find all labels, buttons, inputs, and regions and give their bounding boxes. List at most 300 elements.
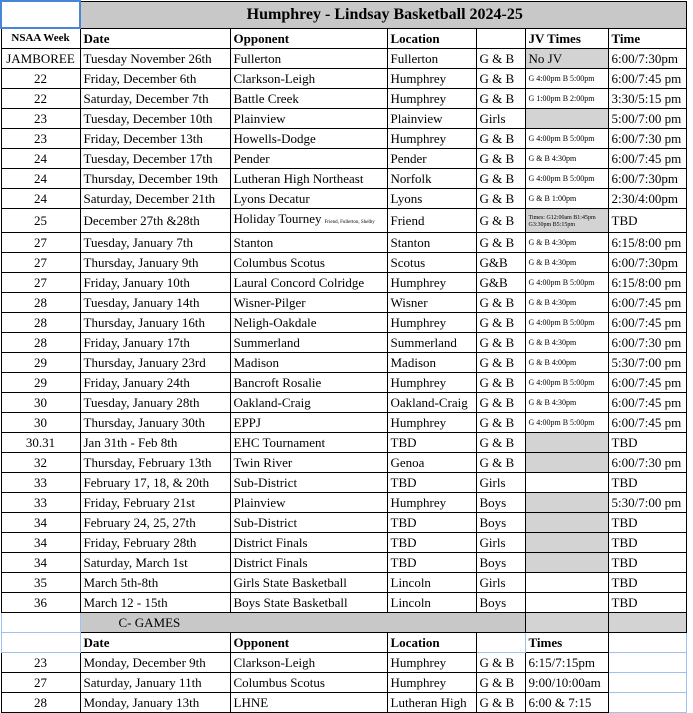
location-cell[interactable]: Lincoln: [387, 593, 476, 613]
c-time-cell[interactable]: 6:00 & 7:15: [525, 693, 608, 713]
week-cell[interactable]: 32: [1, 453, 80, 473]
jv-time-cell[interactable]: G 1:00pm B 2:00pm: [525, 89, 608, 109]
location-cell[interactable]: Friend: [387, 209, 476, 233]
location-cell[interactable]: Humphrey: [387, 413, 476, 433]
teams-cell[interactable]: G & B: [476, 653, 525, 673]
location-cell[interactable]: Humphrey: [387, 373, 476, 393]
teams-cell[interactable]: Girls: [476, 473, 525, 493]
week-cell[interactable]: 28: [1, 293, 80, 313]
date-cell[interactable]: Thursday, January 9th: [80, 253, 230, 273]
date-cell[interactable]: Tuesday, December 10th: [80, 109, 230, 129]
teams-cell[interactable]: Boys: [476, 493, 525, 513]
time-cell[interactable]: 6:00/7:45 pm: [608, 373, 686, 393]
opponent-cell[interactable]: [230, 573, 387, 593]
week-cell[interactable]: 22: [1, 69, 80, 89]
game-row: [1, 129, 686, 149]
jv-time-cell[interactable]: G & B 4:00pm: [525, 353, 608, 373]
time-cell[interactable]: 2:30/4:00pm: [608, 189, 686, 209]
date-cell[interactable]: Saturday, December 21th: [80, 189, 230, 209]
jv-time-cell[interactable]: G & B 4:30pm: [525, 149, 608, 169]
game-row: [1, 433, 686, 453]
time-cell[interactable]: 6:00/7:45 pm: [608, 393, 686, 413]
opponent-cell[interactable]: [230, 593, 387, 613]
jv-time-cell[interactable]: G & B 4:30pm: [525, 333, 608, 353]
teams-cell[interactable]: G & B: [476, 169, 525, 189]
week-cell[interactable]: 34: [1, 513, 80, 533]
location-cell[interactable]: TBD: [387, 533, 476, 553]
teams-cell[interactable]: Girls: [476, 109, 525, 129]
jv-time-cell[interactable]: G & B 4:30pm: [525, 253, 608, 273]
opponent-name: Sub-District: [233, 515, 298, 530]
time-cell[interactable]: TBD: [608, 433, 686, 453]
time-cell[interactable]: TBD: [608, 573, 686, 593]
time-cell[interactable]: TBD: [608, 533, 686, 553]
blank-cell[interactable]: [608, 653, 686, 673]
blank-cell[interactable]: [1, 613, 80, 633]
game-row: [1, 169, 686, 189]
opponent-cell[interactable]: [230, 533, 387, 553]
date-cell[interactable]: Friday, January 10th: [80, 273, 230, 293]
teams-cell[interactable]: G & B: [476, 673, 525, 693]
week-cell[interactable]: 23: [1, 653, 80, 673]
opponent-cell[interactable]: [230, 149, 387, 169]
location-cell[interactable]: Genoa: [387, 453, 476, 473]
week-cell[interactable]: 25: [1, 209, 80, 233]
date-cell[interactable]: Tuesday, January 28th: [80, 393, 230, 413]
blank-cell[interactable]: [608, 673, 686, 693]
game-row: [1, 69, 686, 89]
time-cell[interactable]: 6:00/7:30 pm: [608, 453, 686, 473]
header-location[interactable]: Location: [387, 28, 476, 49]
week-cell[interactable]: 36: [1, 593, 80, 613]
jv-time-cell[interactable]: [525, 209, 608, 233]
date-cell[interactable]: Tuesday November 26th: [80, 49, 230, 69]
jv-time-cell[interactable]: [525, 593, 608, 613]
teams-cell[interactable]: G&B: [476, 273, 525, 293]
opponent-name: Oakland-Craig: [233, 395, 311, 410]
teams-cell[interactable]: G & B: [476, 353, 525, 373]
location-cell[interactable]: Lutheran High: [387, 693, 476, 713]
time-cell[interactable]: 3:30/5:15 pm: [608, 89, 686, 109]
date-cell[interactable]: Thursday, February 13th: [80, 453, 230, 473]
date-cell[interactable]: Tuesday, December 17th: [80, 149, 230, 169]
c-games-label[interactable]: C- GAMES: [80, 613, 525, 633]
jv-time-cell[interactable]: G & B 4:30pm: [525, 293, 608, 313]
opponent-cell[interactable]: [230, 109, 387, 129]
time-cell[interactable]: 6:00/7:45 pm: [608, 413, 686, 433]
game-row: [1, 573, 686, 593]
opponent-name: Madison: [233, 355, 279, 370]
game-row: [1, 593, 686, 613]
time-cell[interactable]: 6:00/7:45 pm: [608, 149, 686, 169]
jv-time-cell[interactable]: [525, 433, 608, 453]
game-row: [1, 493, 686, 513]
teams-cell[interactable]: G & B: [476, 149, 525, 169]
location-cell[interactable]: TBD: [387, 433, 476, 453]
opponent-cell[interactable]: Clarkson-Leigh: [230, 653, 387, 673]
location-cell[interactable]: Humphrey: [387, 653, 476, 673]
game-row: [1, 273, 686, 293]
jv-time-text: Times: G12:00am B1:45pm G3:30pm B5:15pm: [528, 214, 596, 228]
location-cell[interactable]: Plainview: [387, 109, 476, 129]
selected-cell[interactable]: [1, 1, 80, 28]
opponent-name: Bancroft Rosalie: [233, 375, 322, 390]
time-cell[interactable]: 6:00/7:30pm: [608, 253, 686, 273]
opponent-cell[interactable]: [230, 169, 387, 189]
opponent-name: Twin River: [233, 455, 293, 470]
teams-cell[interactable]: Boys: [476, 553, 525, 573]
teams-cell[interactable]: G & B: [476, 413, 525, 433]
location-cell[interactable]: TBD: [387, 513, 476, 533]
week-cell[interactable]: 24: [1, 149, 80, 169]
time-cell[interactable]: TBD: [608, 553, 686, 573]
week-cell[interactable]: 30: [1, 393, 80, 413]
time-cell[interactable]: TBD: [608, 593, 686, 613]
jv-time-cell[interactable]: G & B 1:00pm: [525, 189, 608, 209]
time-cell[interactable]: 5:30/7:00 pm: [608, 493, 686, 513]
header-row: [1, 28, 686, 49]
opponent-cell[interactable]: [230, 313, 387, 333]
c-header-opponent[interactable]: Opponent: [230, 633, 387, 653]
time-cell[interactable]: 6:00/7:30 pm: [608, 129, 686, 149]
opponent-cell[interactable]: [230, 233, 387, 253]
game-row: [1, 189, 686, 209]
week-cell[interactable]: 35: [1, 573, 80, 593]
location-cell[interactable]: Wisner: [387, 293, 476, 313]
game-row: [1, 109, 686, 129]
game-row: [1, 333, 686, 353]
teams-cell[interactable]: G & B: [476, 693, 525, 713]
opponent-name: District Finals: [233, 535, 308, 550]
game-row: [1, 253, 686, 273]
time-cell[interactable]: 6:00/7:45 pm: [608, 313, 686, 333]
opponent-name: Lyons Decatur: [233, 191, 310, 206]
sheet-title: Humphrey - Lindsay Basketball 2024-25: [80, 1, 686, 28]
time-cell[interactable]: 5:00/7:00 pm: [608, 109, 686, 129]
opponent-name: Fullerton: [233, 51, 282, 66]
game-row: [1, 353, 686, 373]
c-header-location[interactable]: Location: [387, 633, 476, 653]
opponent-name: Pender: [233, 151, 270, 166]
location-cell[interactable]: Summerland: [387, 333, 476, 353]
teams-cell[interactable]: G & B: [476, 433, 525, 453]
opponent-cell[interactable]: [230, 473, 387, 493]
week-cell[interactable]: 27: [1, 253, 80, 273]
time-cell[interactable]: 6:00/7:30pm: [608, 49, 686, 69]
week-cell[interactable]: 27: [1, 273, 80, 293]
time-cell[interactable]: 6:00/7:45 pm: [608, 293, 686, 313]
opponent-cell[interactable]: [230, 209, 387, 233]
game-row: [1, 473, 686, 493]
teams-cell[interactable]: G & B: [476, 333, 525, 353]
week-cell[interactable]: 29: [1, 373, 80, 393]
opponent-cell[interactable]: [230, 413, 387, 433]
location-cell[interactable]: Humphrey: [387, 273, 476, 293]
opponent-cell[interactable]: [230, 553, 387, 573]
location-cell[interactable]: Humphrey: [387, 673, 476, 693]
teams-cell[interactable]: Boys: [476, 513, 525, 533]
date-cell[interactable]: Monday, December 9th: [80, 653, 230, 673]
jv-time-cell[interactable]: [525, 553, 608, 573]
location-cell[interactable]: Humphrey: [387, 69, 476, 89]
opponent-cell[interactable]: [230, 493, 387, 513]
jv-time-cell[interactable]: G & B 4:30pm: [525, 393, 608, 413]
jv-time-cell[interactable]: G 4:00pm B 5:00pm: [525, 373, 608, 393]
game-row: [1, 209, 686, 233]
time-cell[interactable]: 5:30/7:00 pm: [608, 353, 686, 373]
date-cell[interactable]: Saturday, January 11th: [80, 673, 230, 693]
week-cell[interactable]: 27: [1, 673, 80, 693]
teams-cell[interactable]: G & B: [476, 49, 525, 69]
blank-cell[interactable]: [608, 633, 686, 653]
time-cell[interactable]: TBD: [608, 473, 686, 493]
location-cell[interactable]: TBD: [387, 473, 476, 493]
gray-cell[interactable]: [525, 613, 608, 633]
jv-time-cell[interactable]: G 4:00pm B 5:00pm: [525, 273, 608, 293]
jv-time-cell[interactable]: G 4:00pm B 5:00pm: [525, 313, 608, 333]
time-cell[interactable]: TBD: [608, 513, 686, 533]
jv-time-cell[interactable]: G 4:00pm B 5:00pm: [525, 69, 608, 89]
jv-time-cell[interactable]: [525, 109, 608, 129]
teams-cell[interactable]: Girls: [476, 573, 525, 593]
date-cell[interactable]: Thursday, January 16th: [80, 313, 230, 333]
opponent-cell[interactable]: [230, 513, 387, 533]
week-cell[interactable]: 23: [1, 129, 80, 149]
c-game-row: [1, 653, 686, 673]
opponent-note: Friend, Fullerton, Shelby: [324, 220, 375, 225]
opponent-name: District Finals: [233, 555, 308, 570]
location-cell[interactable]: Norfolk: [387, 169, 476, 189]
opponent-cell[interactable]: [230, 433, 387, 453]
opponent-cell[interactable]: [230, 353, 387, 373]
opponent-name: Columbus Scotus: [233, 255, 325, 270]
game-row: [1, 453, 686, 473]
header-jv-times[interactable]: JV Times: [525, 28, 608, 49]
week-cell[interactable]: 24: [1, 189, 80, 209]
blank-cell[interactable]: [1, 633, 80, 653]
date-cell[interactable]: March 12 - 15th: [80, 593, 230, 613]
gray-cell[interactable]: [608, 613, 686, 633]
jv-time-cell[interactable]: No JV: [525, 49, 608, 69]
date-cell[interactable]: Thursday, December 19th: [80, 169, 230, 189]
week-cell[interactable]: 30: [1, 413, 80, 433]
header-week[interactable]: NSAA Week: [1, 28, 80, 49]
week-cell[interactable]: 30.31: [1, 433, 80, 453]
teams-cell[interactable]: G & B: [476, 209, 525, 233]
opponent-cell[interactable]: LHNE: [230, 693, 387, 713]
date-cell[interactable]: March 5th-8th: [80, 573, 230, 593]
date-cell[interactable]: Jan 31th - Feb 8th: [80, 433, 230, 453]
teams-cell[interactable]: G & B: [476, 69, 525, 89]
date-cell[interactable]: December 27th &28th: [80, 209, 230, 233]
opponent-name: EPPJ: [233, 415, 261, 430]
teams-cell[interactable]: G&B: [476, 253, 525, 273]
week-cell[interactable]: 28: [1, 693, 80, 713]
time-cell[interactable]: 6:15/8:00 pm: [608, 233, 686, 253]
time-cell[interactable]: 6:00/7:45 pm: [608, 69, 686, 89]
opponent-name: Plainview: [233, 495, 286, 510]
location-cell[interactable]: Humphrey: [387, 493, 476, 513]
date-cell[interactable]: Monday, January 13th: [80, 693, 230, 713]
date-cell[interactable]: Saturday, December 7th: [80, 89, 230, 109]
jv-time-cell[interactable]: [525, 533, 608, 553]
week-cell[interactable]: 28: [1, 333, 80, 353]
week-cell[interactable]: JAMBOREE: [1, 49, 80, 69]
header-time[interactable]: Time: [608, 28, 686, 49]
teams-cell[interactable]: G & B: [476, 313, 525, 333]
game-row: [1, 413, 686, 433]
jv-time-cell[interactable]: [525, 513, 608, 533]
opponent-cell[interactable]: Columbus Scotus: [230, 673, 387, 693]
location-cell[interactable]: Pender: [387, 149, 476, 169]
jv-time-cell[interactable]: [525, 573, 608, 593]
jv-time-cell[interactable]: [525, 473, 608, 493]
time-cell[interactable]: 6:15/8:00 pm: [608, 273, 686, 293]
date-cell[interactable]: Tuesday, January 7th: [80, 233, 230, 253]
opponent-name: Laural Concord Colridge: [233, 275, 365, 290]
date-cell[interactable]: Friday, February 28th: [80, 533, 230, 553]
opponent-cell[interactable]: [230, 49, 387, 69]
opponent-cell[interactable]: [230, 69, 387, 89]
location-cell[interactable]: TBD: [387, 553, 476, 573]
location-cell[interactable]: Humphrey: [387, 313, 476, 333]
opponent-name: Clarkson-Leigh: [233, 71, 316, 86]
teams-cell[interactable]: G & B: [476, 129, 525, 149]
header-date[interactable]: Date: [80, 28, 230, 49]
jv-time-cell[interactable]: G & B 4:30pm: [525, 233, 608, 253]
opponent-name: Girls State Basketball: [233, 575, 347, 590]
teams-cell[interactable]: G & B: [476, 453, 525, 473]
opponent-cell[interactable]: [230, 293, 387, 313]
location-cell[interactable]: Scotus: [387, 253, 476, 273]
teams-cell[interactable]: G & B: [476, 233, 525, 253]
title-row: [1, 1, 686, 28]
opponent-cell[interactable]: [230, 273, 387, 293]
game-row: [1, 293, 686, 313]
time-cell[interactable]: TBD: [608, 209, 686, 233]
game-row: [1, 393, 686, 413]
opponent-cell[interactable]: [230, 189, 387, 209]
jv-time-cell[interactable]: [525, 493, 608, 513]
time-cell[interactable]: 6:00/7:30 pm: [608, 333, 686, 353]
game-row: [1, 553, 686, 573]
game-row: [1, 513, 686, 533]
opponent-cell[interactable]: [230, 373, 387, 393]
opponent-name: Battle Creek: [233, 91, 299, 106]
week-cell[interactable]: 23: [1, 109, 80, 129]
opponent-name: Sub-District: [233, 475, 298, 490]
week-cell[interactable]: 22: [1, 89, 80, 109]
date-cell[interactable]: Friday, December 13th: [80, 129, 230, 149]
opponent-cell[interactable]: [230, 333, 387, 353]
teams-cell[interactable]: G & B: [476, 393, 525, 413]
teams-cell[interactable]: Girls: [476, 533, 525, 553]
week-cell[interactable]: 27: [1, 233, 80, 253]
c-game-row: [1, 673, 686, 693]
date-cell[interactable]: Friday, December 6th: [80, 69, 230, 89]
date-cell[interactable]: Saturday, March 1st: [80, 553, 230, 573]
c-games-section-row: [1, 613, 686, 633]
date-cell[interactable]: Tuesday, January 14th: [80, 293, 230, 313]
game-row: [1, 89, 686, 109]
location-cell[interactable]: Humphrey: [387, 129, 476, 149]
date-cell[interactable]: Friday, January 17th: [80, 333, 230, 353]
time-cell[interactable]: 6:00/7:30pm: [608, 169, 686, 189]
game-row: [1, 313, 686, 333]
opponent-name: Holiday Tourney: [233, 211, 322, 226]
teams-cell[interactable]: Boys: [476, 593, 525, 613]
teams-cell[interactable]: G & B: [476, 189, 525, 209]
opponent-name: Wisner-Pilger: [233, 295, 306, 310]
jv-time-cell[interactable]: G 4:00pm B 5:00pm: [525, 413, 608, 433]
opponent-cell[interactable]: [230, 253, 387, 273]
jv-time-cell[interactable]: G 4:00pm B 5:00pm: [525, 169, 608, 189]
week-cell[interactable]: 33: [1, 493, 80, 513]
c-header-times[interactable]: Times: [525, 633, 608, 653]
teams-cell[interactable]: G & B: [476, 373, 525, 393]
opponent-name: Howells-Dodge: [233, 131, 316, 146]
week-cell[interactable]: 28: [1, 313, 80, 333]
opponent-cell[interactable]: [230, 453, 387, 473]
teams-cell[interactable]: G & B: [476, 89, 525, 109]
date-cell[interactable]: Friday, January 24th: [80, 373, 230, 393]
blank-cell[interactable]: [476, 633, 525, 653]
c-games-header-row: [1, 633, 686, 653]
game-row: [1, 533, 686, 553]
opponent-name: Boys State Basketball: [233, 595, 348, 610]
week-cell[interactable]: 34: [1, 533, 80, 553]
opponent-cell[interactable]: [230, 89, 387, 109]
week-cell[interactable]: 34: [1, 553, 80, 573]
game-row: [1, 49, 686, 69]
jv-time-cell[interactable]: [525, 453, 608, 473]
week-cell[interactable]: 29: [1, 353, 80, 373]
opponent-name: EHC Tournament: [233, 435, 326, 450]
game-row: [1, 373, 686, 393]
game-row: [1, 233, 686, 253]
game-row: [1, 149, 686, 169]
teams-cell[interactable]: G & B: [476, 293, 525, 313]
week-cell[interactable]: 24: [1, 169, 80, 189]
date-cell[interactable]: Thursday, January 30th: [80, 413, 230, 433]
header-teams[interactable]: [476, 28, 525, 49]
opponent-name: Lutheran High Northeast: [233, 171, 364, 186]
location-cell[interactable]: Humphrey: [387, 89, 476, 109]
date-cell[interactable]: Friday, February 21st: [80, 493, 230, 513]
location-cell[interactable]: Lincoln: [387, 573, 476, 593]
opponent-cell[interactable]: [230, 393, 387, 413]
location-cell[interactable]: Stanton: [387, 233, 476, 253]
opponent-name: Stanton: [233, 235, 274, 250]
header-opponent[interactable]: Opponent: [230, 28, 387, 49]
c-header-date[interactable]: Date: [80, 633, 230, 653]
opponent-name: Plainview: [233, 111, 286, 126]
week-cell[interactable]: 33: [1, 473, 80, 493]
date-cell[interactable]: Thursday, January 23rd: [80, 353, 230, 373]
c-time-cell[interactable]: 6:15/7:15pm: [525, 653, 608, 673]
opponent-name: Summerland: [233, 335, 300, 350]
opponent-name: Neligh-Oakdale: [233, 315, 317, 330]
date-cell[interactable]: February 24, 25, 27th: [80, 513, 230, 533]
date-cell[interactable]: February 17, 18, & 20th: [80, 473, 230, 493]
opponent-cell[interactable]: [230, 129, 387, 149]
c-time-cell[interactable]: 9:00/10:00am: [525, 673, 608, 693]
location-cell[interactable]: Fullerton: [387, 49, 476, 69]
location-cell[interactable]: Madison: [387, 353, 476, 373]
jv-time-cell[interactable]: G 4:00pm B 5:00pm: [525, 129, 608, 149]
location-cell[interactable]: Oakland-Craig: [387, 393, 476, 413]
location-cell[interactable]: Lyons: [387, 189, 476, 209]
